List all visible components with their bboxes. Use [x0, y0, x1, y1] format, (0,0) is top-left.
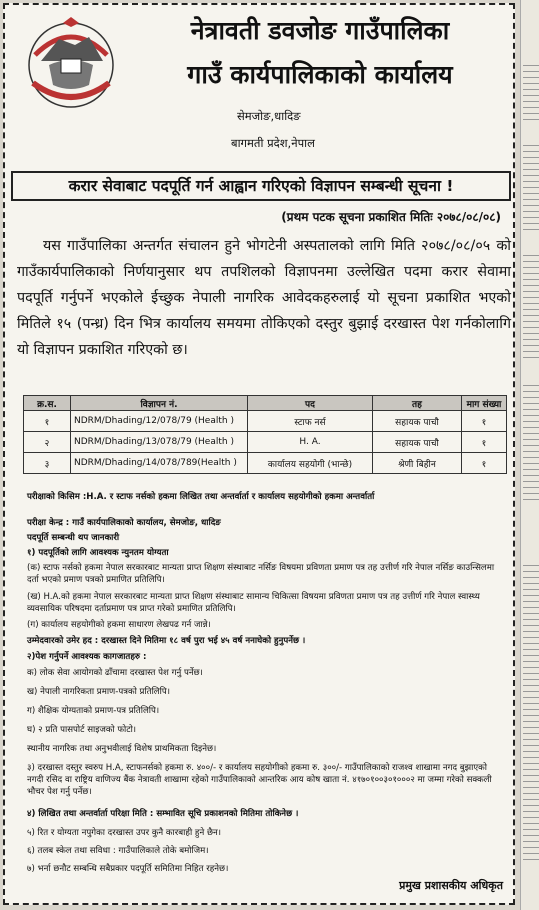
age-limit: उम्मेदवारको उमेर हद : दरखास्त दिने मितिमा १८ वर्ष पुरा भई ४५ वर्ष ननाघेको हुनुपर्नेछ । [27, 636, 306, 646]
exam-type: परीक्षाको किसिम :H.A. र स्टाफ नर्सको हकमा लिखित तथा अन्तर्वार्ता र कार्यालय सहयोगीको हकमा अन्तर्वार्ता [27, 492, 375, 502]
document-ga: ग) शैक्षिक योग्यताको प्रमाण-पत्र प्रतिलिपि। [27, 706, 160, 716]
notice-page [3, 3, 515, 905]
cell-ad-no: NDRM/Dhading/13/078/79 (Health ) [71, 432, 248, 453]
document-gha: घ) २ प्रति पासपोर्ट साइजको फोटो। [27, 725, 137, 735]
vacancy-table [23, 395, 507, 474]
office-subtitle: गाउँ कार्यपालिकाको कार्यालय [187, 60, 453, 89]
document-kha: ख) नेपाली नागरिकता प्रमाण-पत्रको प्रतिलिपि। [27, 687, 170, 697]
cell-post: स्टाफ नर्स [248, 411, 373, 432]
address-line-1: सेमजोङ,धादिङ [237, 109, 301, 123]
application-fee: ३) दरखास्त दस्तुर स्वरुप H.A, स्टाफनर्सको हकमा रु. ४००/- र कार्यालय सहयोगीको हकमा रु. ३००/- गाउँपालिकाको राजश्व शाखामा नगद बुझाएको नगदी रसिद वा राष्ट्रिय वाणिज्य बैंक नेत्रावती शाखामा रहेको गाउँपालिकाको आन्तरिक आय कोष खाता नं. ४१७०१००३०१०००२ मा जम्मा गरेको सक्कली भौचर पेश गर्नु पर्नेछ। [27, 763, 492, 797]
exam-date: ४) लिखित तथा अन्तर्वार्ता परिक्षा मिति : सम्भावित सूचि प्रकाशनको मितिमा तोकिनेछ । [27, 809, 299, 819]
address-line-2: बागमती प्रदेश,नेपाल [231, 136, 315, 150]
cell-post: H. A. [248, 432, 373, 453]
notice-body [17, 233, 511, 363]
cell-level: सहायक पाचौ [373, 411, 462, 432]
text-fragment [523, 140, 539, 230]
item-5: ५) रित र योग्यता नपुगेका दरखास्त उपर कुनै कारबाही हुने छैन। [27, 828, 222, 838]
text-fragment [523, 60, 539, 120]
text-fragment [523, 560, 539, 860]
col-header-demand: माग संख्या [462, 396, 507, 411]
table-row [24, 411, 507, 432]
cell-demand: १ [462, 453, 507, 474]
cell-ad-no: NDRM/Dhading/12/078/79 (Health ) [71, 411, 248, 432]
adjacent-column-fragment [520, 0, 539, 910]
notice-body-text: यस गाउँपालिका अन्तर्गत संचालन हुने भोगटेनी अस्पतालको लागि मिति २०७८/०८/०५ को गाउँकार्यपालिकाको निर्णयानुसार थप तपशिलको विज्ञापनमा उल्लेखित पदमा करार सेवामा पदपूर्ति गर्नुपर्ने भएकोले ईच्छुक नेपाली नागरिक आवेदकहरुलाई यो सूचना प्रकाशित भएको मितिले १५ (पन्ध्र) दिन भित्र कार्यालय समयमा तोकिएको दस्तुर बुझाई दरखास्त पेश गर्नकोलागि यो विज्ञापन प्रकाशित गरिएको छ। [17, 238, 511, 358]
qualification-kha: (ख) H.A.को हकमा नेपाल सरकारबाट मान्यता प्राप्त शिक्षण संस्थाबाट सामान्य चिकित्सा विषयमा प्रविणता प्रमाण पत्र तह उत्तीर्ण गरि नेपाल स्वास्थ्य व्यवसायिक परिषदमा दर्ताप्रमाण पत्र प्राप्त गरेको प्रमाणित प्रतिलिपि। [27, 592, 480, 614]
min-qualification-heading: १) पदपूर्तिको लागि आवश्यक न्युनतम योग्यता [27, 548, 169, 558]
qualification-ka: (क) स्टाफ नर्सको हकमा नेपाल सरकारबाट मान्यता प्राप्त शिक्षण संस्थाबाट नर्सिङ विषयमा प्रविणता प्रमाण पत्र तह उत्तीर्ण गरि नेपाल नर्सिङ काउन्सिलमा दर्ता भएको प्रमाण पत्रको प्रमाणित प्रतिलिपि। [27, 563, 495, 585]
more-info-heading: पदपूर्ति सम्बन्धी थप जानकारी [27, 533, 120, 543]
col-header-sn: क्र.स. [24, 396, 71, 411]
table-row [24, 453, 507, 474]
cell-level: श्रेणी बिहीन [373, 453, 462, 474]
cell-ad-no: NDRM/Dhading/14/078/789(Health ) [71, 453, 248, 474]
signature-title: प्रमुख प्रशासकीय अधिकृत [399, 879, 503, 892]
publication-date: (प्रथम पटक सूचना प्रकाशित मितिः २०७८/०८/०८) [281, 210, 501, 224]
item-7: ७) भर्ना छनौट सम्बन्धि सबैप्रकार पदपूर्ति समितिमा निहित रहनेछ। [27, 864, 229, 874]
exam-center: परीक्षा केन्द्र : गाउँ कार्यपालिकाको कार्यालय, सेमजोङ, धादिङ [27, 518, 221, 528]
cell-sn: १ [24, 411, 71, 432]
col-header-post: पद [248, 396, 373, 411]
document-ka: क) लोक सेवा आयोगको ढाँचामा दरखास्त पेश गर्नु पर्नेछ। [27, 668, 203, 678]
col-header-ad-no: विज्ञापन नं. [71, 396, 248, 411]
cell-post: कार्यालय सहयोगी (भान्छे) [248, 453, 373, 474]
office-name: नेत्रावती डवजोङ गाउँपालिका [190, 16, 450, 45]
cell-sn: २ [24, 432, 71, 453]
text-fragment [523, 380, 539, 500]
table-row [24, 432, 507, 453]
cell-level: सहायक पाचौ [373, 432, 462, 453]
text-fragment [523, 250, 539, 360]
documents-heading: २)पेश गर्नुपर्ने आवश्यक कागजातहरु : [27, 652, 147, 662]
item-6: ६) तलब स्केल तथा सविधा : गाउँपालिकाले तोके बमोजिम। [27, 846, 209, 856]
table-header-row [24, 396, 507, 411]
cell-sn: ३ [24, 453, 71, 474]
qualification-ga: (ग) कार्यालय सहयोगीको हकमा साधारण लेखपढ गर्न जान्ने। [27, 620, 211, 630]
cell-demand: १ [462, 432, 507, 453]
local-priority: स्थानीय नागरिक तथा अनुभवीलाई विशेष प्राथमिकता दिइनेछ। [27, 744, 217, 754]
cell-demand: १ [462, 411, 507, 432]
notice-title: करार सेवाबाट पदपूर्ति गर्न आह्वान गरिएको विज्ञापन सम्बन्धी सूचना ! [11, 171, 511, 201]
col-header-level: तह [373, 396, 462, 411]
nepal-emblem-icon [19, 15, 123, 111]
